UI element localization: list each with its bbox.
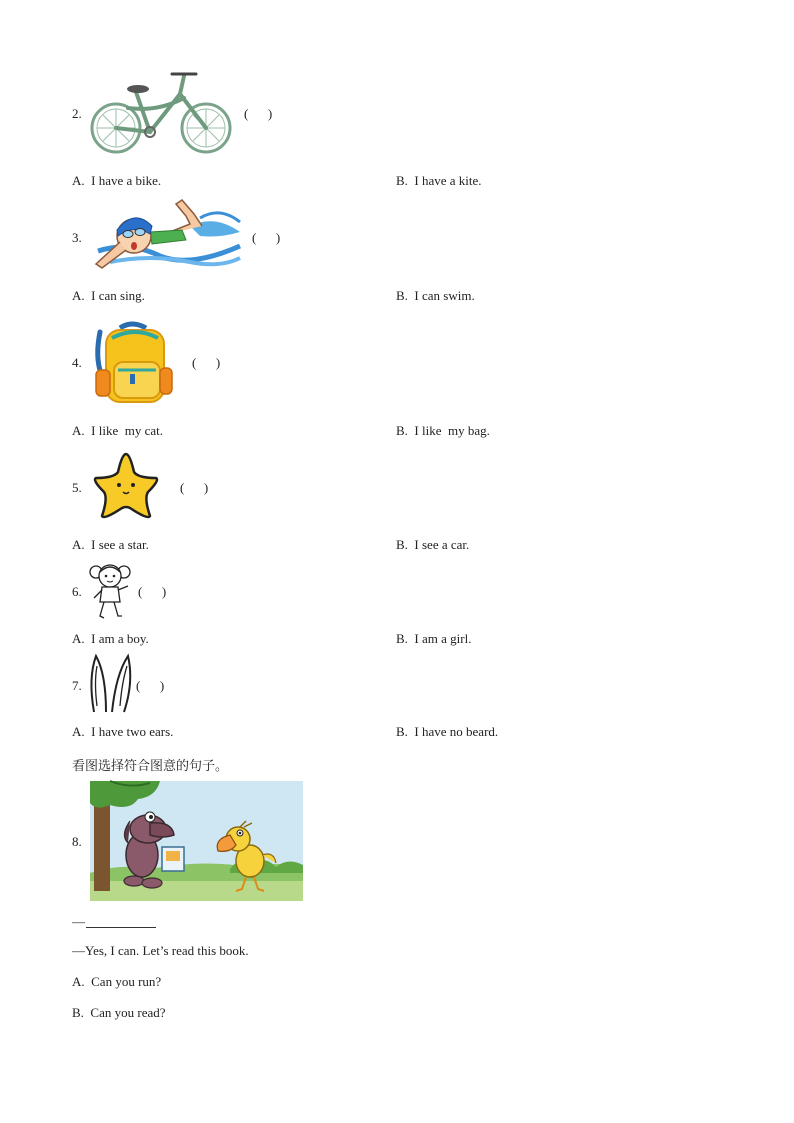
bicycle-image [88, 68, 236, 160]
question-7-number: 7. [72, 678, 82, 693]
question-6-answer-paren: ( ) [138, 584, 167, 599]
question-7-option-a[interactable]: A. I have two ears. [72, 724, 174, 739]
question-5-number: 5. [72, 480, 82, 495]
dialogue-answer-blank[interactable] [86, 926, 156, 928]
question-6-number: 6. [72, 584, 82, 599]
question-4-option-a[interactable]: A. I like my cat. [72, 423, 163, 438]
question-2-answer-paren: ( ) [244, 106, 273, 121]
star-image [90, 450, 162, 522]
dog-and-bird-with-book-image [90, 781, 303, 901]
question-5-option-b[interactable]: B. I see a car. [396, 537, 470, 552]
question-3-number: 3. [72, 230, 82, 245]
question-6-option-b[interactable]: B. I am a girl. [396, 631, 472, 646]
dialogue-dash: — [72, 914, 85, 929]
question-2-option-b[interactable]: B. I have a kite. [396, 173, 482, 188]
question-5-answer-paren: ( ) [180, 480, 209, 495]
question-4-number: 4. [72, 355, 82, 370]
dialogue-response-line: —Yes, I can. Let’s read this book. [72, 943, 249, 958]
question-6-option-a[interactable]: A. I am a boy. [72, 631, 149, 646]
question-4-answer-paren: ( ) [192, 355, 221, 370]
question-7-option-b[interactable]: B. I have no beard. [396, 724, 499, 739]
question-3-option-a[interactable]: A. I can sing. [72, 288, 145, 303]
question-8-option-a[interactable]: A. Can you run? [72, 974, 162, 989]
swimming-boy-image [90, 196, 242, 276]
question-8-number: 8. [72, 834, 82, 849]
question-3-option-b[interactable]: B. I can swim. [396, 288, 475, 303]
question-2-number: 2. [72, 106, 82, 121]
question-7-answer-paren: ( ) [136, 678, 165, 693]
girl-image [88, 560, 136, 622]
question-8-option-b[interactable]: B. Can you read? [72, 1005, 166, 1020]
question-5-option-a[interactable]: A. I see a star. [72, 537, 149, 552]
question-2-option-a[interactable]: A. I have a bike. [72, 173, 162, 188]
rabbit-ears-image [88, 654, 134, 714]
backpack-image [90, 322, 176, 406]
question-4-option-b[interactable]: B. I like my bag. [396, 423, 490, 438]
section-instruction: 看图选择符合图意的句子。 [72, 759, 229, 774]
question-3-answer-paren: ( ) [252, 230, 281, 245]
